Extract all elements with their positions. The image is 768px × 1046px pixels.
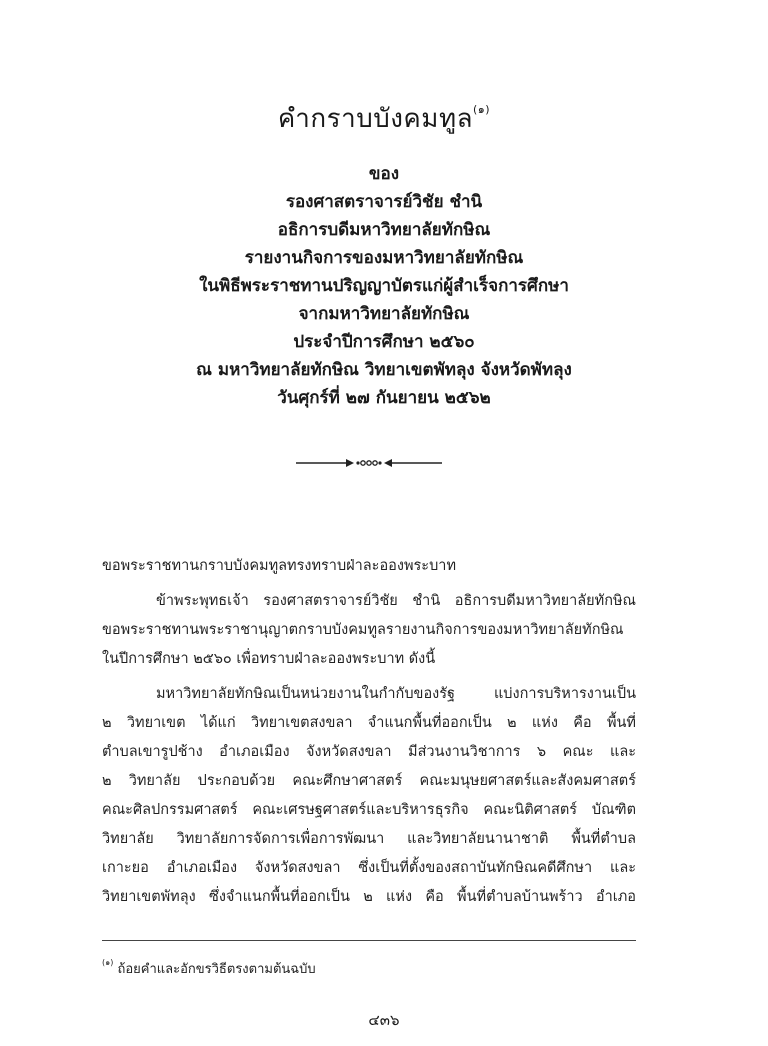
heading-line: จากมหาวิทยาลัยทักษิณ — [298, 304, 470, 324]
footnote-text: ถ้อยคำและอักขรวิธีตรงตามต้นฉบับ — [117, 962, 316, 977]
decorative-ornament — [294, 453, 444, 473]
heading-line: รายงานกิจการของมหาวิทยาลัยทักษิณ — [244, 248, 524, 268]
paragraph-line: ข้าพระพุทธเจ้า รองศาสตราจารย์วิชัย ชำนิ อธิการบดีมหาวิทยาลัยทักษิณ — [156, 593, 636, 609]
paragraph-line: มหาวิทยาลัยทักษิณเป็นหน่วยงานในกำกับของรัฐ แบ่งการบริหารงานเป็น — [156, 686, 636, 702]
page-number: ๔๓๖ — [368, 1011, 400, 1029]
title-text: คำกราบบังคมทูล — [277, 104, 474, 134]
body-text — [102, 552, 636, 912]
paragraph-line: ขอพระราชทานพระราชานุญาตกราบบังคมทูลรายงานกิจการของมหาวิทยาลัยทักษิณ — [102, 622, 624, 638]
paragraph-line: ตำบลเขารูปช้าง อำเภอเมือง จังหวัดสงขลา มีส่วนงานวิชาการ ๖ คณะ และ — [102, 744, 636, 760]
heading-line: รองศาสตราจารย์วิชัย ชำนิ — [285, 192, 483, 212]
paragraph-line: วิทยาเขตพัทลุง ซึ่งจำแนกพื้นที่ออกเป็น ๒ แห่ง คือ พื้นที่ตำบลบ้านพร้าว อำเภอ — [102, 889, 636, 905]
heading-line: ประจำปีการศึกษา ๒๕๖๐ — [293, 332, 475, 352]
heading-block — [0, 160, 768, 412]
paragraph-line: คณะศิลปกรรมศาสตร์ คณะเศรษฐศาสตร์และบริหารธุรกิจ คณะนิติศาสตร์ บัณฑิต — [102, 802, 636, 818]
heading-line: ณ มหาวิทยาลัยทักษิณ วิทยาเขตพัทลุง จังหวัดพัทลุง — [196, 360, 572, 380]
heading-line: ในพิธีพระราชทานปริญญาบัตรแก่ผู้สำเร็จการศึกษา — [199, 276, 569, 296]
paragraph-line: ๒ วิทยาเขต ได้แก่ วิทยาเขตสงขลา จำแนกพื้นที่ออกเป็น ๒ แห่ง คือ พื้นที่ — [102, 715, 636, 731]
heading-line: อธิการบดีมหาวิทยาลัยทักษิณ — [277, 220, 491, 240]
paragraph-line: ในปีการศึกษา ๒๕๖๐ เพื่อทราบฝ่าละอองพระบาท ดังนี้ — [102, 651, 436, 667]
footnote-mark: (๑) — [102, 957, 114, 967]
heading-line: ของ — [368, 164, 400, 184]
heading-line: วันศุกร์ที่ ๒๗ กันยายน ๒๕๖๒ — [277, 388, 491, 408]
paragraph-line: วิทยาลัย วิทยาลัยการจัดการเพื่อการพัฒนา และวิทยาลัยนานาชาติ พื้นที่ตำบล — [102, 831, 636, 847]
salutation: ขอพระราชทานกราบบังคมทูลทรงทราบฝ่าละอองพระบาท — [102, 558, 457, 574]
paragraph-line: เกาะยอ อำเภอเมือง จังหวัดสงขลา ซึ่งเป็นที่ตั้งของสถาบันทักษิณคดีศึกษา และ — [102, 860, 636, 876]
footnote — [102, 958, 636, 979]
footnote-divider — [102, 940, 636, 941]
document-title — [0, 98, 768, 139]
paragraph-line: ๒ วิทยาลัย ประกอบด้วย คณะศึกษาศาสตร์ คณะมนุษยศาสตร์และสังคมศาสตร์ — [102, 773, 636, 789]
title-footnote-mark: (๑) — [473, 103, 491, 117]
